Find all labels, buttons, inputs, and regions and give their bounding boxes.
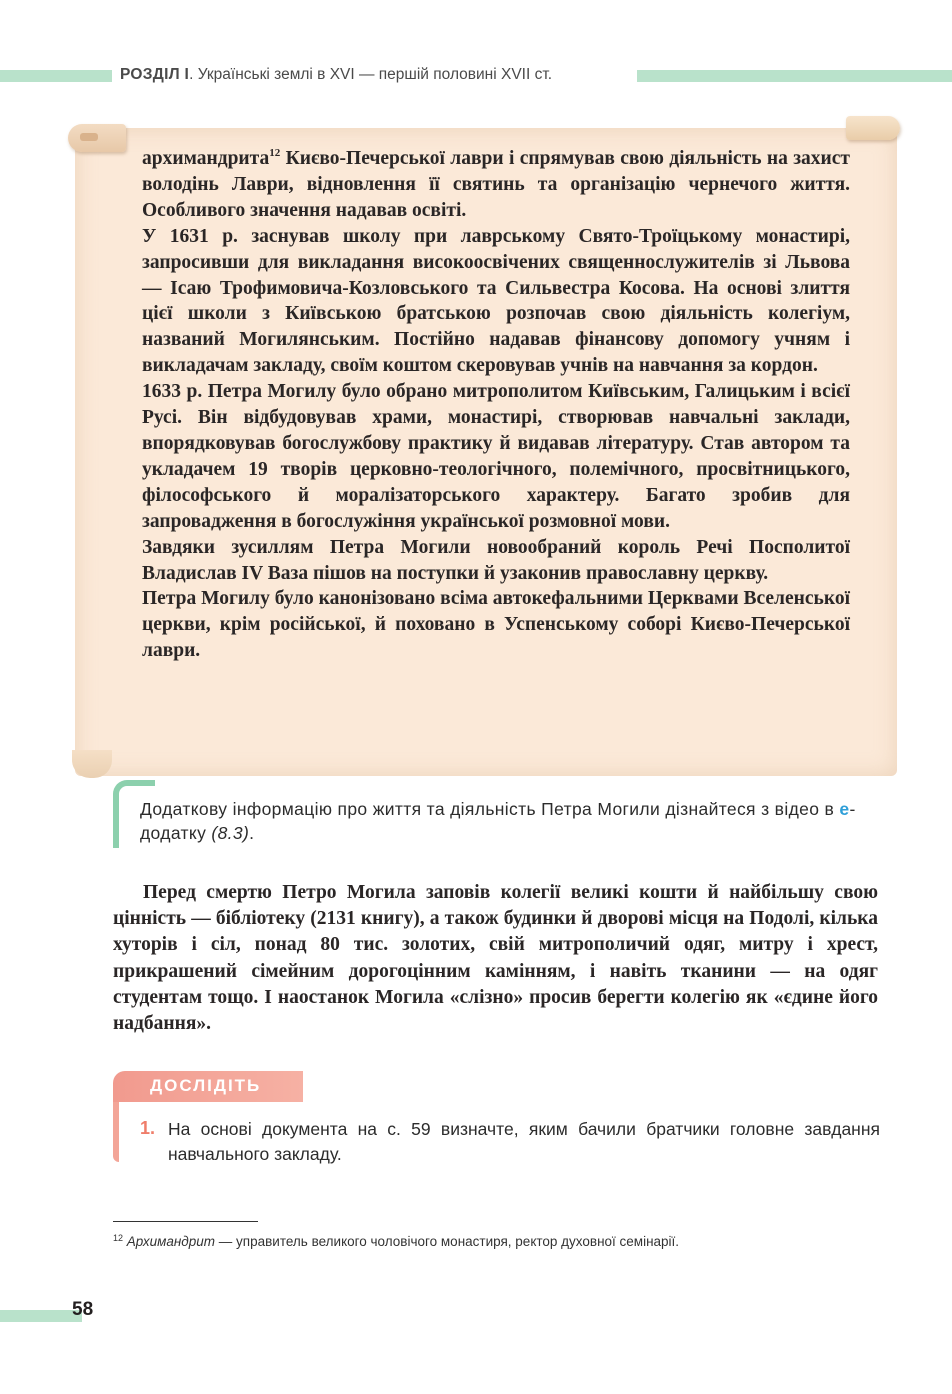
scroll-roll-left-decoration <box>68 124 126 152</box>
scroll-paragraph-2: У 1631 р. заснував школу при лаврському Свято-Троїцькому монастирі, запросивши для викладання високоосвічених священнослужителів зі Львова — Ісаю Трофимовича-Козловського та Сильвестра Косова. На основі злиття цієї школи з Київською братською розпочав свою діяльність колегіум, названий Могилянським. Постійно надавав фінансову допомогу учням і викладачам закладу, своїм коштом скеровував учнів на навчання за кордон. <box>142 225 850 377</box>
footnote-divider <box>113 1221 258 1222</box>
explore-heading: ДОСЛІДІТЬ <box>150 1076 262 1095</box>
footnote: $^{12}$ Архимандрит — управитель великого чоловічого монастиря, ректор духовної семінарії. <box>113 1233 680 1249</box>
explore-bracket-decoration <box>113 1102 119 1162</box>
info-note: Додаткову інформацію про життя та діяльність Петра Могили дізнайтеся з відео в е-додатку (8.3). <box>140 799 856 843</box>
page-number-accent-bar <box>0 1310 82 1322</box>
footnote-ref[interactable]: 12 <box>269 147 281 159</box>
section-title: . Українські землі в XVI — першій половині XVII ст. <box>189 66 553 83</box>
e-supplement-link[interactable]: е <box>839 799 850 819</box>
header-accent-bar-left <box>0 70 112 82</box>
running-header <box>120 66 635 84</box>
scroll-paragraph-1: архимандрита$^{12}$ Києво-Печерської лаври і спрямував свою діяльність на захист володінь Лаври, відновлення її святинь та організацію чернечого життя. Особливого значення надавав освіті. <box>142 147 850 221</box>
scroll-paragraph-3: 1633 р. Петра Могилу було обрано митрополитом Київським, Галицьким і всієї Русі. Він відбудовував храми, монастирі, створював навчальні заклади, впорядковував богослужбову практику й видавав літературу. Став автором та укладачем 19 творів церковно-теологічного, полемічного, просвітницького, філософського й моралізаторського характеру. Багато зробив для запровадження в богослужіння української розмовної мови. <box>142 381 850 532</box>
footnote-term: Архимандрит <box>126 1234 216 1249</box>
scroll-text <box>142 146 850 664</box>
task-text: На основі документа на с. 59 визначте, яким бачили братчики головне завдання навчального закладу. <box>168 1119 880 1164</box>
video-reference[interactable]: (8.3) <box>211 823 250 843</box>
scroll-paragraph-5: Петра Могилу було канонізовано всіма автокефальними Церквами Вселенської церкви, крім російської, й поховано в Успенському соборі Києво-Печерської лаври. <box>142 588 850 662</box>
body-paragraph: Перед смертю Петро Могила заповів колегії великі кошти й найбільшу свою цінність — бібліотеку (2131 книгу), а також будинки й дворові місця на Подолі, кілька хуторів і сіл, понад 80 тис. золотих, свій митрополичий одяг, митру і хрест, прикрашений сімейним дорогоцінним камінням, і навіть тканини — на одяг студентам тощо. І наостанок Могила «слізно» просив берегти колегію як «єдине його надбання». <box>113 882 878 1035</box>
scroll-roll-right-decoration <box>846 116 900 140</box>
task-number: 1. <box>140 1118 156 1138</box>
page-number: 58 <box>72 1299 94 1320</box>
header-accent-bar-right <box>637 70 952 82</box>
scroll-paragraph-4: Завдяки зусиллям Петра Могили новообраний король Речі Посполитої Владислав IV Ваза пішов на поступки й узаконив православну церкву. <box>142 536 850 584</box>
section-label: РОЗДІЛ І <box>120 66 190 83</box>
